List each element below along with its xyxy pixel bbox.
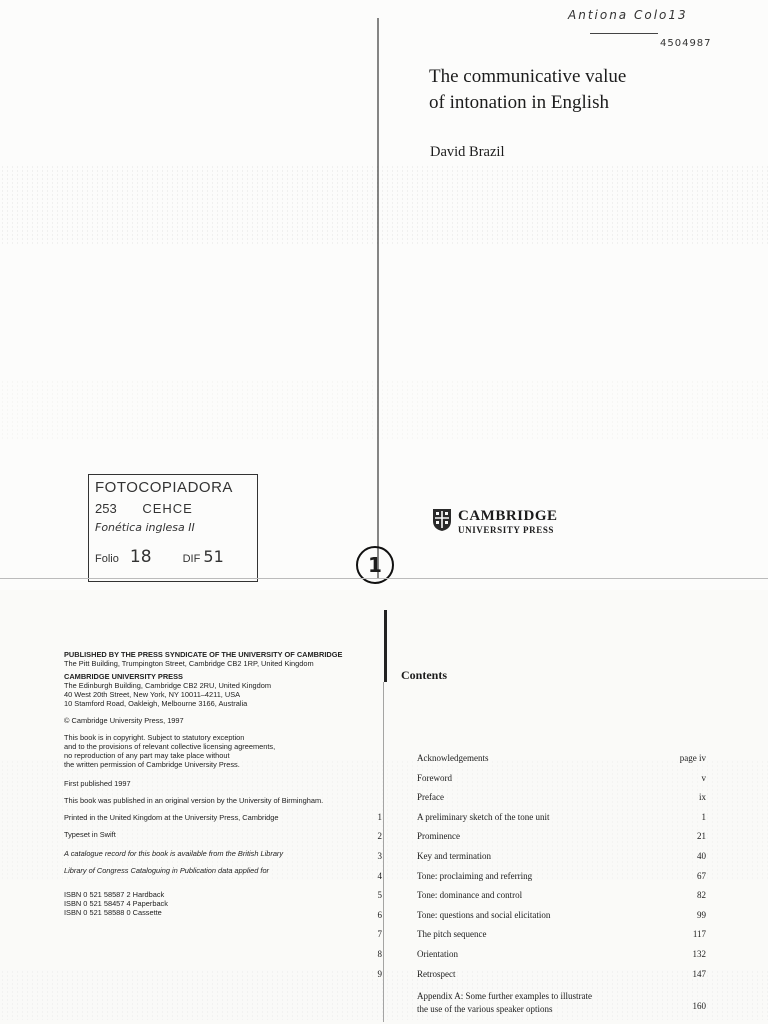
- imprint-notice: This book is in copyright. Subject to statutory exception: [64, 733, 245, 742]
- toc-entry: [372, 829, 706, 843]
- toc-entry-title: Tone: proclaiming and referring: [417, 870, 533, 881]
- imprint-notice: no reproduction of any part may take place without: [64, 751, 230, 760]
- toc-entry-page: 99: [697, 909, 706, 920]
- folio-value: 18: [129, 547, 152, 567]
- imprint-copyright: © Cambridge University Press, 1997: [64, 716, 184, 725]
- toc-entry-page: 117: [692, 929, 706, 940]
- stamp-number: 253: [95, 501, 117, 516]
- toc-entry-title: The pitch sequence: [417, 929, 487, 940]
- toc-entry-title: Foreword: [417, 772, 452, 783]
- page-marker: 1: [356, 546, 394, 584]
- toc-entry: [372, 790, 706, 804]
- toc-entry-title: Key and termination: [417, 851, 491, 861]
- toc-entry-page: 132: [692, 949, 706, 959]
- stamp-name: CEHCE: [142, 501, 193, 516]
- toc-entry-number: 2: [377, 831, 382, 842]
- toc-entry: [372, 751, 706, 765]
- toc-entry-title: Tone: questions and social elicitation: [417, 909, 551, 920]
- toc-entry-page: v: [701, 772, 706, 783]
- gutter-line: [377, 18, 379, 578]
- stamp-title: FOTOCOPIADORA: [95, 479, 233, 496]
- toc-entry: [372, 888, 706, 902]
- toc-entry: [372, 908, 706, 922]
- toc-entry-page: ix: [698, 792, 706, 803]
- imprint-original-version: This book was published in an original version by the University of Birmingham.: [64, 796, 324, 805]
- folio-label: Folio: [95, 553, 119, 565]
- author-name: David Brazil: [430, 144, 505, 160]
- toc-entry-title: Retrospect: [417, 968, 456, 979]
- imprint-catalogue: A catalogue record for this book is available from the British Library: [64, 849, 284, 858]
- toc-entry-page: 40: [697, 851, 706, 861]
- imprint-isbn: ISBN 0 521 58457 4 Paperback: [64, 899, 168, 908]
- imprint-notice: the written permission of Cambridge University Press.: [64, 760, 240, 769]
- toc-entry-number: 1: [377, 811, 382, 822]
- toc-entry-page: 147: [692, 968, 706, 979]
- toc-entry-page: page iv: [679, 753, 706, 763]
- toc-entry-page: 67: [697, 870, 706, 881]
- appendix-page-number: 160: [692, 1001, 706, 1011]
- scan-noise: [0, 165, 768, 245]
- toc-entry-title: Preface: [417, 792, 444, 803]
- toc-entry-title: Tone: dominance and control: [417, 890, 523, 901]
- toc-entry-number: 7: [377, 929, 382, 940]
- toc-entry-title: Acknowledgements: [417, 753, 489, 763]
- imprint-printed: Printed in the United Kingdom at the University Press, Cambridge: [64, 813, 279, 822]
- toc-entry-title: Orientation: [417, 949, 458, 959]
- dif-label: DIF: [182, 553, 201, 565]
- toc-entry: [372, 810, 706, 824]
- contents-heading: Contents: [401, 668, 448, 682]
- appendix-title-line: the use of the various speaker options: [417, 1004, 553, 1014]
- toc-entry-number: 8: [377, 949, 382, 959]
- toc-entry-page: 21: [697, 831, 706, 842]
- stamp-folio: [95, 547, 224, 567]
- toc-entry: [372, 947, 706, 961]
- toc-entry-title: A preliminary sketch of the tone unit: [417, 811, 550, 822]
- toc-entry-number: 3: [377, 851, 382, 861]
- book-title: [429, 64, 729, 116]
- stamp-line: [95, 501, 193, 516]
- library-stamp: [88, 474, 258, 582]
- gutter-line: [384, 610, 387, 682]
- underline: [590, 33, 658, 34]
- stamp-course: Fonética inglesa II: [95, 521, 195, 534]
- imprint-isbn: ISBN 0 521 58588 0 Cassette: [64, 908, 162, 917]
- imprint-first-published: First published 1997: [64, 779, 131, 788]
- toc-entry: [372, 967, 706, 981]
- imprint-address: The Edinburgh Building, Cambridge CB2 2RU, United Kingdom: [64, 681, 272, 690]
- scan-noise: [0, 380, 768, 440]
- toc-entry-title: Prominence: [417, 831, 460, 842]
- contents-appendix: [417, 990, 592, 1016]
- toc-entry: [372, 849, 706, 863]
- toc-entry: [372, 869, 706, 883]
- dif-value: 51: [203, 547, 224, 566]
- book-title-line: The communicative value: [429, 66, 627, 87]
- imprint-notice: and to the provisions of relevant collective licensing agreements,: [64, 742, 276, 751]
- toc-entry-number: 9: [377, 968, 382, 979]
- toc-entry: [372, 927, 706, 941]
- toc-entry-page: 1: [701, 811, 706, 822]
- publisher-name: CAMBRIDGE: [458, 508, 558, 524]
- imprint-press-name: CAMBRIDGE UNIVERSITY PRESS: [64, 672, 183, 681]
- imprint-isbn: ISBN 0 521 58587 2 Hardback: [64, 890, 165, 899]
- imprint-address: 40 West 20th Street, New York, NY 10011–4211, USA: [64, 690, 241, 699]
- toc-entry-page: 82: [697, 890, 706, 901]
- book-title-line: of intonation in English: [429, 92, 609, 113]
- toc-entry-number: 5: [377, 890, 382, 901]
- toc-entry: [372, 771, 706, 785]
- handwritten-note: Antiona Colo13: [568, 8, 688, 22]
- imprint-typeset: Typeset in Swift: [64, 830, 116, 839]
- toc-entry-number: 6: [377, 909, 382, 920]
- imprint-address: 10 Stamford Road, Oakleigh, Melbourne 3166, Australia: [64, 699, 248, 708]
- toc-entry-number: 4: [377, 870, 382, 881]
- publisher-subtitle: UNIVERSITY PRESS: [458, 525, 555, 535]
- handwritten-number: 4504987: [660, 38, 712, 49]
- imprint-syndicate: PUBLISHED BY THE PRESS SYNDICATE OF THE UNIVERSITY OF CAMBRIDGE: [64, 650, 343, 659]
- appendix-title-line: Appendix A: Some further examples to illustrate: [417, 991, 592, 1001]
- crest-icon: [432, 508, 452, 532]
- imprint-loc: Library of Congress Cataloguing in Publication data applied for: [64, 866, 270, 875]
- page-edge: [0, 578, 768, 579]
- imprint-address: The Pitt Building, Trumpington Street, Cambridge CB2 1RP, United Kingdom: [64, 659, 314, 668]
